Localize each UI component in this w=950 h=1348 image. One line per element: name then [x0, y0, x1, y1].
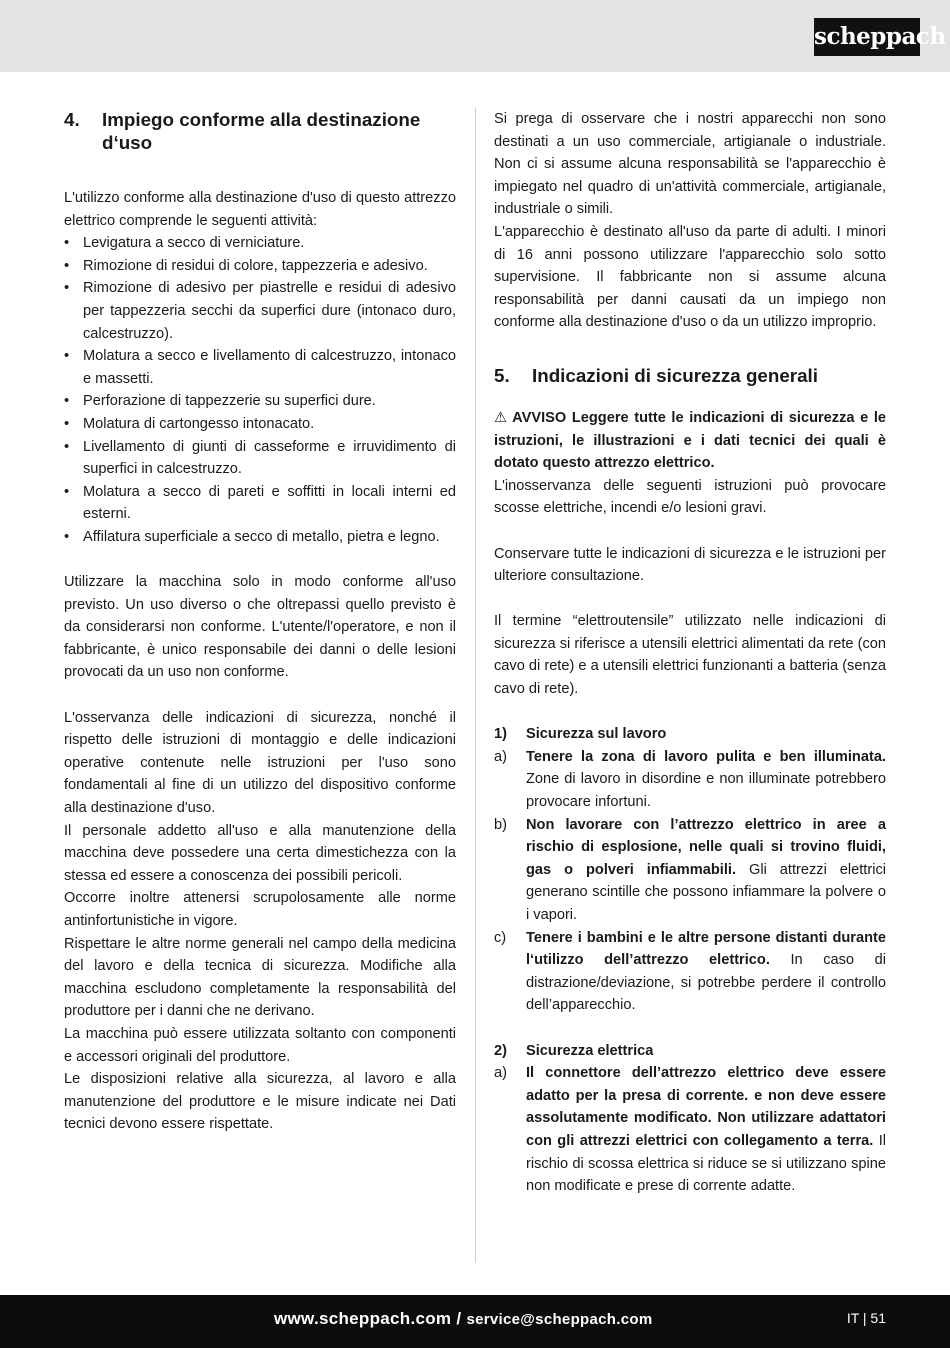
website-link[interactable]: www.scheppach.com [274, 1309, 452, 1328]
list-item: • Molatura a secco di pareti e soffitti in locali interni ed esterni. [64, 481, 456, 526]
item-bold-text: Non lavorare con l’attrezzo elettrico in aree a rischio di esplosione, nelle quali si trovino fluidi, gas o polveri infiammabili. [526, 816, 886, 878]
item-text: Gli attrezzi elettrici generano scintille che possono infiammare la polvere o i vapori. [526, 861, 887, 923]
subsection-2-title: Sicurezza elettrica [526, 1042, 654, 1059]
header-bar [0, 0, 950, 72]
warning-paragraph [494, 407, 886, 475]
accident-rules-paragraph: Occorre inoltre attenersi scrupolosamente alle norme antinfortunistiche in vigore. [64, 890, 456, 929]
list-item: • Molatura di cartongesso intonacato. [64, 413, 456, 436]
item-text: In caso di distrazione/deviazione, si potrebbe perdere il controllo dell’apparecchio. [526, 952, 886, 1014]
email-link[interactable]: service@scheppach.com [466, 1311, 653, 1328]
safety-item [494, 814, 886, 927]
adults-paragraph: L'apparecchio è destinato all'uso da parte di adulti. I minori di 16 anni possono utilizzare l'apparecchio solo sotto supervisione. Il fabbricante non si assume alcuna responsabilità per danni causati da un impiego non conforme alla destinazione d'uso o da un utilizzo improprio. [494, 223, 886, 331]
footer-contact [274, 1309, 652, 1329]
section-5-title: Indicazioni di sicurezza generali [532, 364, 818, 386]
list-item: • Rimozione di residui di colore, tappezzeria e adesivo. [64, 255, 456, 278]
item-letter: a) [494, 748, 507, 765]
list-item: • Livellamento di giunti di casseforme e irruvidimento di superfici in calcestruzzo. [64, 436, 456, 481]
subsection-1-heading [494, 723, 886, 746]
scheppach-logo: scheppach [814, 18, 920, 56]
section-5-heading [494, 364, 886, 387]
personnel-paragraph: Il personale addetto all'uso e alla manutenzione della macchina deve possedere una certa dimestichezza con la stessa ed essere a conoscenza dei possibili pericoli. [64, 822, 456, 884]
right-column [494, 108, 886, 1198]
subsection-2-heading [494, 1040, 886, 1063]
commercial-use-paragraph: Si prega di osservare che i nostri apparecchi non sono destinati a un uso commerciale, artigianale o industriale. Non ci si assume alcuna responsabilità se l'apparecchio è impiegato nel quadro di un'attività commerciale, artigianale, industriale o simili. [494, 111, 886, 218]
subsection-1-number: 1) [494, 726, 507, 743]
warning-consequence: L'inosservanza delle seguenti istruzioni può provocare scosse elettriche, incendi e/o lesioni gravi. [494, 477, 886, 517]
warning-bold-text: AVVISO Leggere tutte le indicazioni di sicurezza e le istruzioni, le illustrazioni e i dati tecnici dei quali è dotato questo attrezzo elettrico. [494, 409, 886, 472]
item-bold-text: Il connettore dell’attrezzo elettrico deve essere adatto per la presa di corrente. e non deve essere assolutamente modificato. Non utilizzare adattatori con gli attrezzi elettrici con collegamento a terra. [526, 1065, 886, 1149]
usage-paragraph: Utilizzare la macchina solo in modo conforme all'uso previsto. Un uso diverso o che oltrepassi quello previsto è da considerarsi non conforme. L'utente/l'operatore, e non il fabbricante, è unico responsabile dei danni o delle lesioni provocati da un uso non conforme. [64, 574, 456, 681]
original-parts-paragraph: La macchina può essere utilizzata soltanto con componenti e accessori originali del produttore. [64, 1025, 456, 1065]
item-text: Zone di lavoro in disordine e non illuminate potrebbero provocare infortuni. [526, 771, 886, 811]
list-item: • Affilatura superficiale a secco di metallo, pietra e legno. [64, 526, 456, 549]
section-4-title: Impiego conforme alla destinazione d‘uso [102, 109, 421, 153]
occupational-paragraph: Rispettare le altre norme generali nel campo della medicina del lavoro e della tecnica di sicurezza. Modifiche alla macchina escludono completamente la responsabilità del produttore per i danni che ne derivano. [64, 935, 456, 1020]
safety-item [494, 746, 886, 814]
list-item: • Rimozione di adesivo per piastrelle e residui di adesivo per tappezzeria secchi da superfici dure (intonaco duro, calcestruzzo). [64, 277, 456, 345]
list-item: • Levigatura a secco di verniciature. [64, 232, 456, 255]
page-number: IT | 51 [846, 1310, 886, 1326]
keep-instructions-paragraph: Conservare tutte le indicazioni di sicurezza e le istruzioni per ulteriore consultazione. [494, 545, 886, 585]
warning-triangle-icon: ⚠ [494, 409, 508, 426]
safety-item [494, 1062, 886, 1198]
item-letter: a) [494, 1065, 507, 1082]
safety-item [494, 927, 886, 1017]
list-item: • Perforazione di tappezzerie su superfici dure. [64, 390, 456, 413]
section-4-heading [64, 108, 456, 154]
subsection-1-title: Sicurezza sul lavoro [526, 726, 667, 743]
item-letter: b) [494, 816, 507, 833]
section-5-number: 5. [494, 364, 510, 386]
safety-compliance-paragraph: L'osservanza delle indicazioni di sicurezza, nonché il rispetto delle istruzioni di montaggio e delle indicazioni operative contenute nelle istruzioni per l'uso sono fondamentali al fine di un utilizzo del dispositivo conforme alla destinazione d'uso. [64, 709, 456, 817]
left-column [64, 108, 456, 1136]
term-definition-paragraph: Il termine “elettroutensile” utilizzato nelle indicazioni di sicurezza si riferisce a utensili elettrici alimentati da rete (con cavo di rete) e a utensili elettrici funzionanti a batteria (senza cavo di rete). [494, 613, 886, 698]
intro-paragraph: L'utilizzo conforme alla destinazione d'uso di questo attrezzo elettrico comprende le seguenti attività: [64, 190, 456, 229]
subsection-2-number: 2) [494, 1042, 507, 1059]
footer-bar [0, 1295, 950, 1348]
footer-separator: / [451, 1309, 467, 1328]
column-divider [475, 108, 476, 1263]
manufacturer-rules-paragraph: Le disposizioni relative alla sicurezza, al lavoro e alla manutenzione del produttore e le misure indicate nei Dati tecnici devono essere rispettate. [64, 1071, 456, 1133]
item-letter: c) [494, 929, 507, 946]
activities-list [64, 232, 456, 548]
item-bold-text: Tenere la zona di lavoro pulita e ben illuminata. [526, 748, 886, 765]
item-text: Il rischio di scossa elettrica si riduce se si utilizzano spine non modificate e prese di corrente adatte. [526, 1132, 886, 1195]
section-4-number: 4. [64, 109, 80, 130]
item-bold-text: Tenere i bambini e le altre persone distanti durante l‘utilizzo dell’attrezzo elettrico. [526, 929, 886, 969]
list-item: • Molatura a secco e livellamento di calcestruzzo, intonaco e massetti. [64, 345, 456, 390]
